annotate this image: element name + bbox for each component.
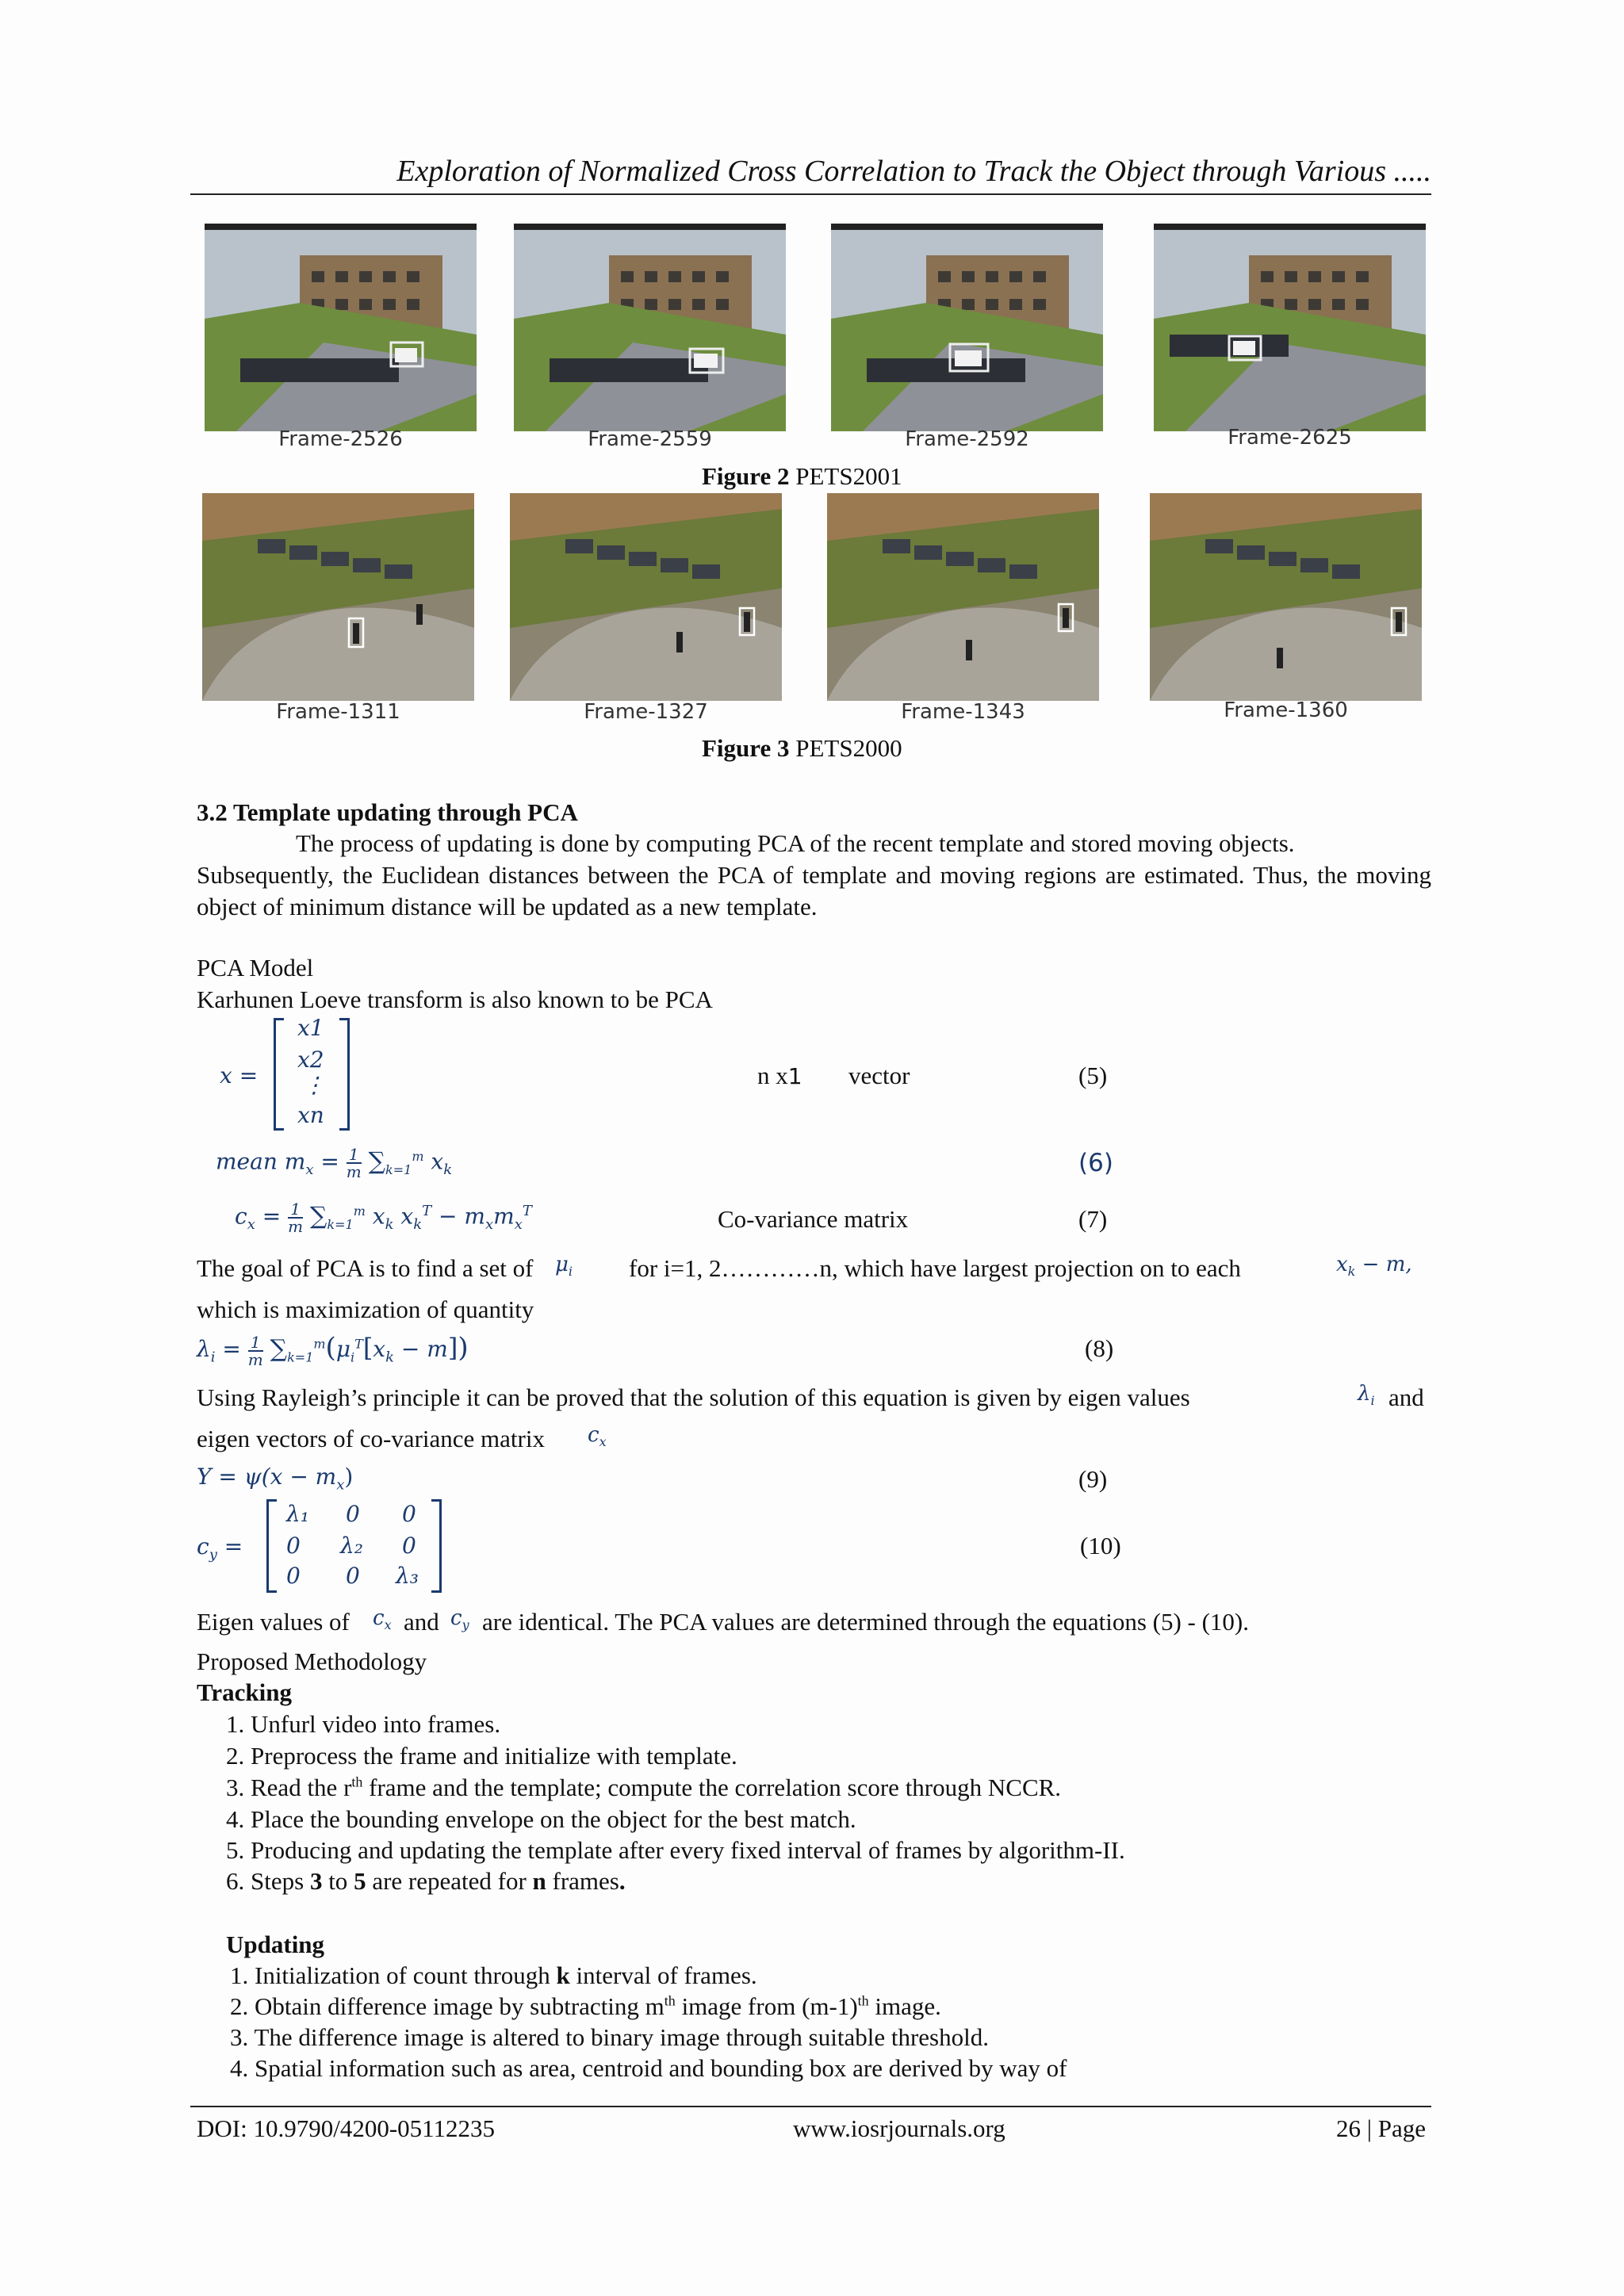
- updating-step2-b: image from (m-1): [675, 1992, 858, 2020]
- eq6-mean: mean m: [216, 1148, 306, 1175]
- tracking-step6-dot: .: [619, 1867, 626, 1895]
- figure3-frame-label: Frame-1343: [901, 700, 1025, 724]
- figure3-caption-text: PETS2000: [789, 734, 902, 762]
- eq10-cell: λ₂: [340, 1533, 363, 1559]
- updating-step1-b: interval of frames.: [569, 1961, 757, 1989]
- tracking-step3-sup: th: [351, 1774, 363, 1790]
- footer-doi: DOI: 10.9790/4200-05112235: [197, 2114, 495, 2142]
- figure2-frame-image: [1154, 224, 1426, 431]
- updating-step2-sup1: th: [664, 1992, 676, 2009]
- figure2-caption-label: Figure 2: [702, 462, 790, 490]
- eq5-elem: x2: [297, 1047, 324, 1073]
- cy-symbol: $c_y$: [450, 1606, 469, 1633]
- eq8-formula: $\lambda_i$ = $\frac{1}{m}$ $\sum_{k=1}^m(\mu_i^T[x_k - m])$: [197, 1332, 469, 1369]
- tracking-step6-5: 5: [354, 1867, 366, 1895]
- eq10-cell: 0: [286, 1533, 301, 1559]
- eq7-formula: $c_x$ = $\frac{1}{m}$ $\sum_{k=1}^m$ $x_k$ $x_k^T - m_xm_x^T$: [235, 1200, 532, 1236]
- tracking-step: 4. Place the bounding envelope on the object for the best match.: [226, 1805, 856, 1833]
- tracking-step6-a: 6. Steps: [226, 1867, 310, 1895]
- proposed-methodology: Proposed Methodology: [197, 1647, 427, 1675]
- figure2-frame-label: Frame-2592: [905, 427, 1029, 451]
- eq6-formula: mean $m_x$ = $\frac{1}{m}$ $\sum_{k=1}^m$ $x_k$: [216, 1145, 453, 1181]
- tracking-step6-3: 3: [309, 1867, 323, 1895]
- tracking-step3-a: 3. Read the r: [226, 1774, 352, 1801]
- updating-step1-a: 1. Initialization of count through: [230, 1961, 557, 1989]
- eq5-desc-n: n x: [757, 1062, 788, 1089]
- eq5-description: [757, 1060, 802, 1093]
- eq5-elem: x1: [297, 1015, 324, 1041]
- eq10-cell: λ₁: [286, 1501, 309, 1527]
- lambda-i-symbol: $\lambda_i$: [1358, 1382, 1375, 1409]
- goal-text-c: which is maximization of quantity: [197, 1295, 534, 1323]
- figure3-frame-image: [1150, 493, 1422, 701]
- updating-step: 4. Spatial information such as area, centroid and bounding box are derived by way of: [230, 2054, 1067, 2082]
- tracking-step6-rep: are repeated for: [366, 1867, 533, 1895]
- tracking-step6-n: n: [532, 1867, 546, 1895]
- figure3-frame-image: [827, 493, 1099, 701]
- tracking-step: [226, 1772, 1061, 1803]
- eq5-number: (5): [1078, 1062, 1108, 1089]
- footer-site: www.iosrjournals.org: [793, 2114, 1005, 2142]
- figure2-frame-label: Frame-2625: [1228, 426, 1352, 450]
- eq10-cell: 0: [402, 1501, 416, 1527]
- figure3-frame-label: Frame-1311: [276, 700, 400, 724]
- eq10-lhs: $c_y$ =: [197, 1533, 243, 1563]
- eq8-number: (8): [1085, 1334, 1114, 1362]
- figure3-frame-image: [510, 493, 782, 701]
- goal-text-a: The goal of PCA is to find a set of: [197, 1254, 534, 1282]
- mu-i-symbol: $\mu_i$: [555, 1253, 573, 1280]
- updating-step1-k: k: [556, 1961, 570, 1989]
- tracking-step6-to: to: [322, 1867, 354, 1895]
- cx-symbol: $c_x$: [588, 1423, 607, 1450]
- eq10-cell: 0: [346, 1501, 360, 1527]
- updating-step: [230, 1991, 941, 2022]
- updating-heading: Updating: [226, 1931, 325, 1958]
- tracking-step: 2. Preprocess the frame and initialize with template.: [226, 1742, 737, 1770]
- figure3-frame-label: Frame-1360: [1224, 698, 1348, 722]
- eq5-desc-vector: vector: [848, 1062, 910, 1089]
- figure2-frame-label: Frame-2559: [588, 427, 712, 451]
- figure2-frame-image: [205, 224, 477, 431]
- eq10-matrix: [266, 1499, 442, 1593]
- footer-page: 26 | Page: [1336, 2114, 1426, 2142]
- eq10-cell: λ₃: [396, 1563, 419, 1589]
- eq6-number: (6): [1078, 1149, 1113, 1177]
- figure2-frame-label: Frame-2526: [278, 427, 403, 451]
- figure2-caption-text: PETS2001: [789, 462, 902, 490]
- updating-step2-a: 2. Obtain difference image by subtracting m: [230, 1992, 665, 2020]
- cx-symbol: $c_x$: [373, 1606, 392, 1633]
- tracking-heading: Tracking: [197, 1678, 292, 1706]
- xk-minus-m-symbol: $x_k - m$,: [1336, 1253, 1412, 1280]
- klt-line: Karhunen Loeve transform is also known to be PCA: [197, 985, 713, 1013]
- figure3-caption-label: Figure 3: [702, 734, 790, 762]
- pca-model-label: PCA Model: [197, 954, 314, 982]
- eq7-number: (7): [1078, 1205, 1108, 1233]
- tracking-step6-frames: frames: [546, 1867, 619, 1895]
- eigen-and: and: [404, 1608, 439, 1636]
- header-rule: [190, 193, 1431, 195]
- tracking-step3-b: frame and the template; compute the correlation score through NCCR.: [362, 1774, 1062, 1801]
- tracking-step: [226, 1866, 626, 1896]
- eq10-cell: 0: [286, 1563, 301, 1589]
- eq9-text: Y = ψ(x − m: [197, 1464, 337, 1490]
- paragraph-first-line: The process of updating is done by computing PCA of the recent template and stored moving objects.: [296, 829, 1295, 857]
- eq5-vector: [274, 1015, 350, 1131]
- eq5-elem: xn: [297, 1102, 324, 1128]
- figure2-frame-image: [831, 224, 1103, 431]
- eq5-desc-one: 1: [787, 1063, 802, 1089]
- figure2-caption: [702, 461, 902, 492]
- paragraph-continued: Subsequently, the Euclidean distances between the PCA of template and moving regions are estimated. Thus, the moving object of minimum distance will be updated as a new template.: [197, 861, 1431, 920]
- eq10-number: (10): [1080, 1532, 1121, 1559]
- eq10-cell: 0: [346, 1563, 360, 1589]
- section-heading: 3.2 Template updating through PCA: [197, 798, 578, 826]
- updating-step: [230, 1960, 757, 1991]
- eq5-elem: ⋮: [303, 1072, 325, 1098]
- eigen-text-a: Eigen values of: [197, 1608, 350, 1636]
- updating-step: 3. The difference image is altered to binary image through suitable threshold.: [230, 2023, 989, 2051]
- running-title: Exploration of Normalized Cross Correlation to Track the Object through Various .....: [396, 155, 1431, 188]
- eq10-cell: 0: [402, 1533, 416, 1559]
- figure3-frame-image: [202, 493, 474, 701]
- tracking-step: 5. Producing and updating the template after every fixed interval of frames by algorithm-II.: [226, 1836, 1125, 1864]
- updating-step2-c: image.: [868, 1992, 941, 2020]
- footer-rule: [190, 2106, 1431, 2107]
- rayleigh-text-b: eigen vectors of co-variance matrix: [197, 1425, 545, 1452]
- eq9-formula: $Y = \psi(x - m_x)$: [197, 1464, 354, 1494]
- updating-step2-sup2: th: [857, 1992, 869, 2009]
- eq9-number: (9): [1078, 1465, 1108, 1493]
- figure2-frame-image: [514, 224, 786, 431]
- eq5-lhs: x =: [220, 1062, 259, 1089]
- eigen-text-b: are identical. The PCA values are determined through the equations (5) - (10).: [482, 1608, 1250, 1636]
- tracking-step: 1. Unfurl video into frames.: [226, 1710, 501, 1738]
- rayleigh-and: and: [1388, 1383, 1424, 1411]
- rayleigh-text-a: Using Rayleigh’s principle it can be proved that the solution of this equation is given by eigen values: [197, 1383, 1190, 1411]
- figure3-frame-label: Frame-1327: [584, 700, 708, 724]
- goal-text-b: for i=1, 2…………n, which have largest projection on to each: [629, 1254, 1241, 1282]
- eq7-description: Co-variance matrix: [718, 1205, 909, 1233]
- figure3-caption: [702, 733, 902, 764]
